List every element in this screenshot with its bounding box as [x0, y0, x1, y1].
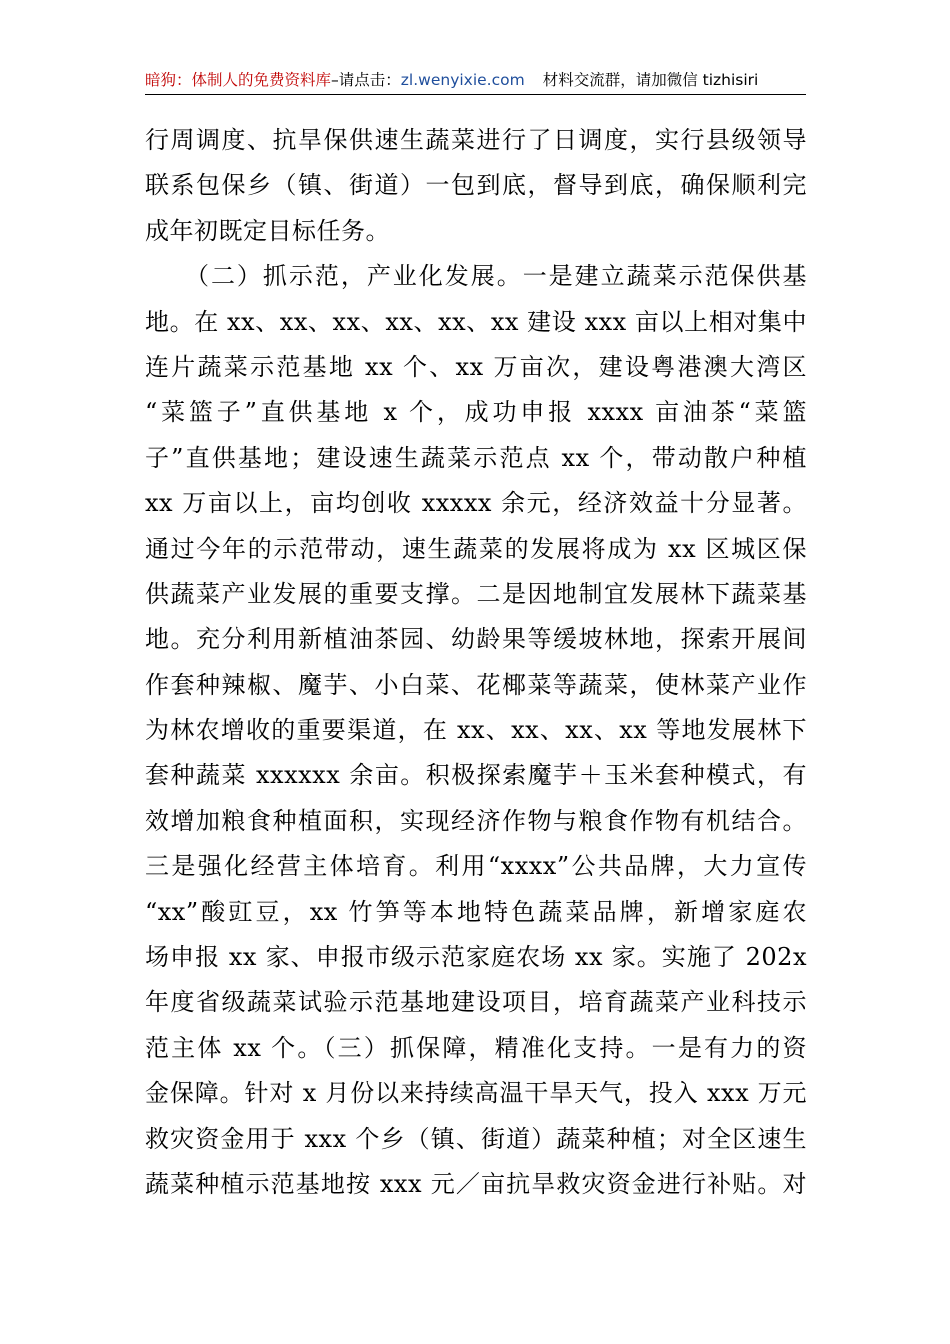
body-line: 子”直供基地；建设速生蔬菜示范点 xx 个，带动散户种植	[145, 443, 807, 472]
header-divider	[145, 94, 806, 95]
body-line: 三是强化经营主体培育。利用“xxxx”公共品牌，大力宣传	[145, 852, 807, 881]
body-line: “xx”酸豇豆，xx 竹笋等本地特色蔬菜品牌，新增家庭农	[145, 897, 807, 926]
body-line: 地。在 xx、xx、xx、xx、xx、xx 建设 xxx 亩以上相对集中	[145, 307, 807, 336]
body-line: 成年初既定目标任务。	[145, 216, 390, 245]
body-line: 连片蔬菜示范基地 xx 个、xx 万亩次，建设粤港澳大湾区	[145, 352, 807, 381]
body-line: 通过今年的示范带动，速生蔬菜的发展将成为 xx 区城区保	[145, 534, 807, 563]
body-line: 范主体 xx 个。（三）抓保障，精准化支持。一是有力的资	[145, 1033, 807, 1062]
header-url-link[interactable]: zl.wenyixie.com	[400, 71, 525, 89]
body-line: 年度省级蔬菜试验示范基地建设项目，培育蔬菜产业科技示	[145, 988, 807, 1017]
body-line: 救灾资金用于 xxx 个乡（镇、街道）蔬菜种植；对全区速生	[145, 1124, 807, 1153]
body-line: 行周调度、抗旱保供速生蔬菜进行了日调度，实行县级领导	[145, 126, 807, 154]
body-line: xx 万亩以上，亩均创收 xxxxx 余元，经济效益十分显著。	[145, 489, 807, 518]
page-header	[145, 66, 806, 94]
body-line: 作套种辣椒、魔芋、小白菜、花椰菜等蔬菜，使林菜产业作	[145, 670, 807, 699]
body-line: 联系包保乡（镇、街道）一包到底，督导到底，确保顺利完	[145, 171, 807, 200]
body-line: 地。充分利用新植油茶园、幼龄果等缓坡林地，探索开展间	[145, 625, 807, 654]
header-contact: 材料交流群，请加微信 tizhisiri	[542, 71, 759, 89]
body-line: 为林农增收的重要渠道，在 xx、xx、xx、xx 等地发展林下	[145, 716, 807, 745]
header-prompt: –请点击：	[331, 71, 401, 89]
body-line: 效增加粮食种植面积，实现经济作物与粮食作物有机结合。	[145, 806, 807, 835]
body-line: “菜篮子”直供基地 x 个，成功申报 xxxx 亩油茶“菜篮	[145, 398, 807, 427]
document-body	[145, 118, 807, 1207]
header-brand: 暗狗：体制人的免费资料库	[145, 71, 332, 89]
body-line: 金保障。针对 x 月份以来持续高温干旱天气，投入 xxx 万元	[145, 1079, 807, 1108]
body-line: 供蔬菜产业发展的重要支撑。二是因地制宜发展林下蔬菜基	[145, 579, 807, 608]
body-line: （二）抓示范，产业化发展。一是建立蔬菜示范保供基	[145, 262, 807, 291]
body-line: 套种蔬菜 xxxxxx 余亩。积极探索魔芋＋玉米套种模式，有	[145, 761, 807, 790]
body-line: 蔬菜种植示范基地按 xxx 元／亩抗旱救灾资金进行补贴。对	[145, 1169, 807, 1198]
body-line: 场申报 xx 家、申报市级示范家庭农场 xx 家。实施了 202x	[145, 943, 807, 972]
